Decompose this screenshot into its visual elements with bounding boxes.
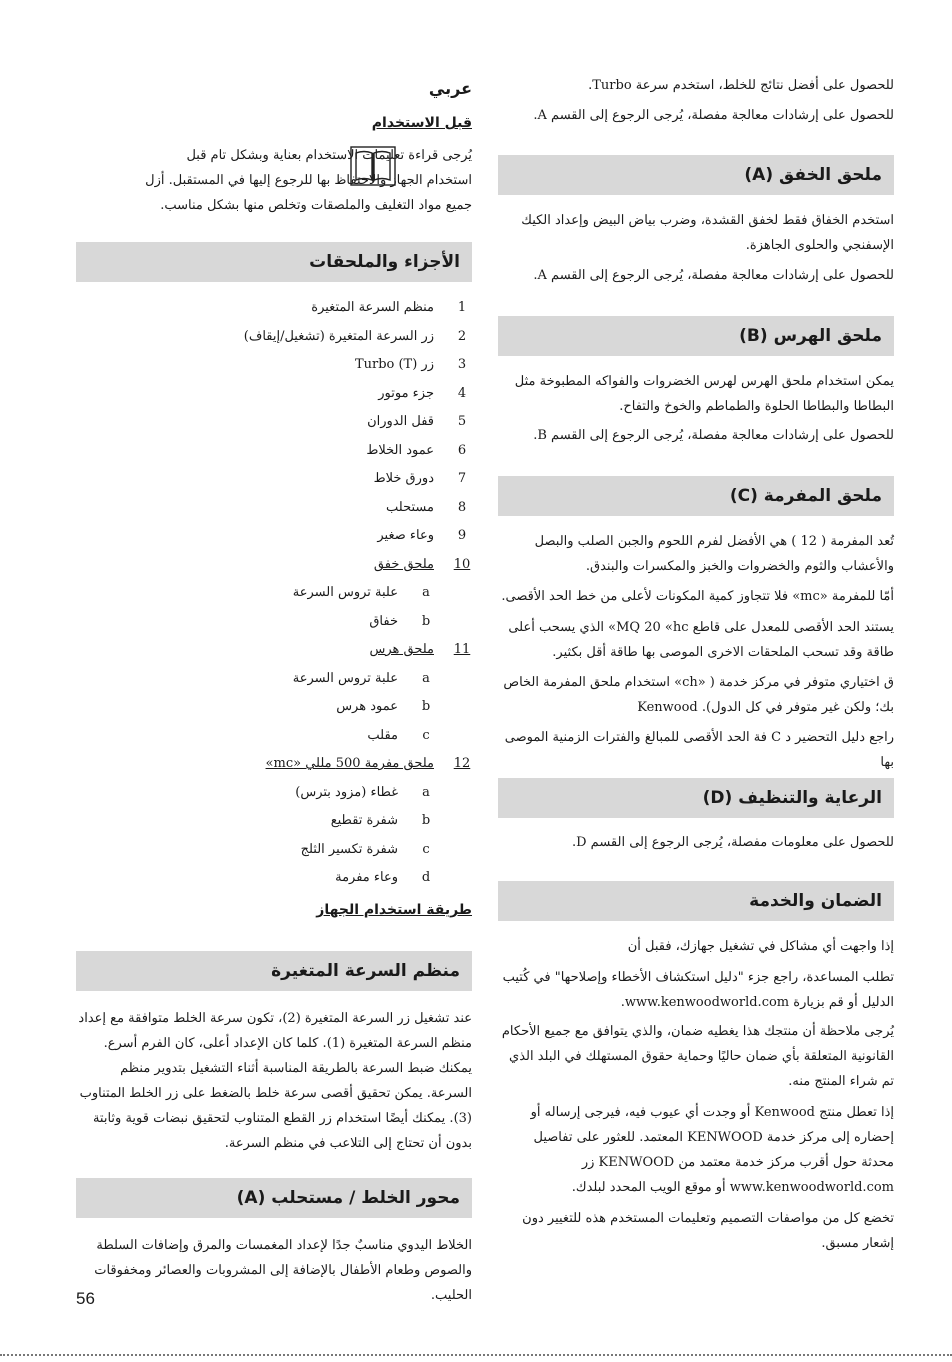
processing-ref: للحصول على إرشادات معالجة مفصلة، يُرجى الرجوع إلى القسم A. [533,108,894,123]
item-label: ملحق مفرمة 500 مللي «mc» [265,756,434,771]
paragraph: للحصول على معلومات مفصلة، يُرجى الرجوع إلى القسم D. [571,835,894,850]
item-number: 5 [457,414,467,429]
sub-item-letter: b [421,699,431,714]
paragraph: تُعد المفرمة ( 12 ) هي الأفضل لفرم اللحوم والجبن الصلب والبصل والأعشاب والثوم والخضروات والخبز والمكسرات والبندق. [534,534,894,574]
item-label: زر السرعة المتغيرة (تشغيل/إيقاف) [243,329,434,344]
section-bar [498,316,894,356]
item-label: دورق خلاط [373,471,434,486]
item-number: 6 [457,443,467,458]
section-bar [498,476,894,516]
sub-item-letter: d [421,870,431,885]
before-use-text: يُرجى قراءة تعليمات الاستخدام بعناية وبشكل تام قبل استخدام الجهاز والاحتفاظ بها للرجوع إليها في المستقبل. أزل جميع مواد التغليف والملصقات وتخلص منها بشكل مناسب. [145,148,472,213]
bottom-dotted-border [0,1354,952,1356]
paragraph: يُرجى ملاحظة أن منتجك هذا يغطيه ضمان، والذي يتوافق مع جميع الأحكام القانونية المتعلقة بأي ضمان حاليًا وحماية حقوق المستهلك في البلد الذي تم شراء المنتج منه. [501,1024,894,1089]
item-label: زر Turbo (T) [354,357,434,372]
item-number: 7 [457,471,467,486]
section-title: محور الخلط / مستحلب (A) [236,1188,460,1208]
sub-item-letter: b [421,813,431,828]
section-title: ملحق المفرمة (C) [729,486,882,506]
section-bar [498,155,894,195]
section-title: ملحق الخفق (A) [744,165,882,185]
item-label: وعاء صغير [377,528,434,543]
before-use-heading: قبل الاستخدام [371,115,472,131]
paragraph: استخدم الخفاق فقط لخفق القشدة، وضرب بياض البيض وإعداد الكيك الإسفنجي والحلوى الجاهزة. [521,213,894,253]
how-to-use-heading: طريقة استخدام الجهاز [316,902,472,918]
item-number: 9 [457,528,467,543]
sub-item-label: شفرة تقطيع [330,813,398,828]
paragraph: إذا واجهت أي مشاكل في تشغيل جهازك، فقبل أن [627,939,894,954]
item-label: جزء موتور [378,386,434,401]
sub-item-letter: c [422,842,430,857]
sub-item-label: شفرة تكسير الثلج [300,842,398,857]
item-label: مستحلب [386,500,434,515]
item-number: 2 [457,329,467,344]
section-bar [498,778,894,818]
item-number: 8 [457,500,467,515]
language-heading: عربي [428,79,472,98]
blender-text: الخلاط اليدوي مناسبٌ جدًا لإعداد المغمسات والمرق وإضافات السلطة والصوص وطعام الأطفال بالإضافة إلى المشروبات والعصائر ومخفوقات الحليب. [94,1238,472,1303]
paragraph: تطلب المساعدة، راجع جزء "دليل استكشاف الأخطاء وإصلاحها" في كُتيب الدليل أو قم بزيارة www.kenwoodworld.com. [502,970,894,1010]
paragraph: راجع دليل التحضير د C فة الحد الأقصى للمبالغ والفترات الزمنية الموصى بها [504,730,894,770]
sub-item-letter: b [421,614,431,629]
paragraph: يمكن استخدام ملحق الهرس لهرس الخضروات والفواكه المطبوخة مثل البطاطا والبطاطا الحلوة والطماطم والخوخ والتفاح. [514,374,894,414]
section-bar [76,951,472,991]
item-number: 10 [453,557,471,572]
paragraph: أمّا للمفرمة «mc» فلا تتجاوز كمية المكونات لأعلى من خط الحد الأقصى. [501,589,894,604]
sub-item-label: علبة تروس السرعة [292,585,398,600]
sub-item-label: وعاء مفرمة [335,870,398,885]
paragraph: إذا تعطل منتج Kenwood أو وجدت أي عيوب فيه، فيرجى إرساله أو إحضاره إلى مركز خدمة KENWOOD المعتمد. للعثور على تفاصيل محدثة حول أقرب مركز خدمة معتمد من KENWOOD زر www.kenwoodworld.com أو موقع الويب المحدد لبلدك. [530,1105,894,1195]
section-bar [498,881,894,921]
section-title: الرعاية والتنظيف (D) [702,788,882,808]
item-number: 3 [457,357,467,372]
paragraph: تخضع كل من مواصفات التصميم وتعليمات المستخدم هذه للتغيير دون إشعار مسبق. [522,1211,894,1251]
page-number: 56 [76,1289,95,1308]
item-label: منظم السرعة المتغيرة [311,300,434,315]
sub-item-letter: a [422,671,430,686]
sub-item-label: غطاء (مزود بترس) [295,785,398,800]
item-number: 1 [457,300,467,315]
item-number: 12 [453,756,471,771]
sub-item-label: مقلب [367,728,398,743]
paragraph: للحصول على إرشادات معالجة مفصلة، يُرجى الرجوع إلى القسم B. [533,428,894,443]
turbo-tip: للحصول على أفضل نتائج للخلط، استخدم سرعة Turbo. [588,78,894,93]
item-label: قفل الدوران [367,414,434,429]
section-bar [76,242,472,282]
sub-item-label: علبة تروس السرعة [292,671,398,686]
sub-item-label: خفاق [369,614,398,629]
section-title: منظم السرعة المتغيرة [271,961,460,981]
instruction-book-icon [350,146,396,186]
paragraph: يستند الحد الأقصى للمعدل على قاطع MQ 20 «hc» الذي يسحب أعلى طاقة وقد تسحب الملحقات الاخرى الموصى بها طاقة أقل بكثير. [508,620,894,660]
speed-text: عند تشغيل زر السرعة المتغيرة (2)، تكون سرعة الخلط متوافقة مع إعداد منظم السرعة المتغيرة (1). كلما كان الإعداد أعلى، كان الفرم أسرع. يمكنك ضبط السرعة بالطريقة المناسبة أثناء التشغيل بتدوير منظم السرعة. يمكن تحقيق أقصى سرعة خلط بالضغط على زر الخلط المتناوب (3). يمكنك أيضًا استخدام زر القطع المتناوب لتحقيق نبضات قوية وثابتة بدون أن تحتاج إلى التلاعب في منظم السرعة. [78,1011,472,1151]
item-label: عمود الخلاط [366,443,434,458]
sub-item-letter: a [422,585,430,600]
sub-item-letter: c [422,728,430,743]
section-title: الضمان والخدمة [749,891,882,911]
section-bar [76,1178,472,1218]
item-label: ملحق خفق [373,557,434,572]
item-number: 11 [453,642,471,657]
item-label: ملحق هرس [369,642,434,657]
sub-item-letter: a [422,785,430,800]
sub-item-label: عمود هرس [336,699,398,714]
paragraph: ق اختياري متوفر في مركز خدمة ( «ch» استخدام ملحق المفرمة الخاص بك؛ ولكن غير متوفر في كل الدول). Kenwood [503,675,894,715]
paragraph: للحصول على إرشادات معالجة مفصلة، يُرجى الرجوع إلى القسم A. [533,268,894,283]
item-number: 4 [457,386,467,401]
section-title: الأجزاء والملحقات [309,252,460,272]
section-title: ملحق الهرس (B) [739,326,882,346]
